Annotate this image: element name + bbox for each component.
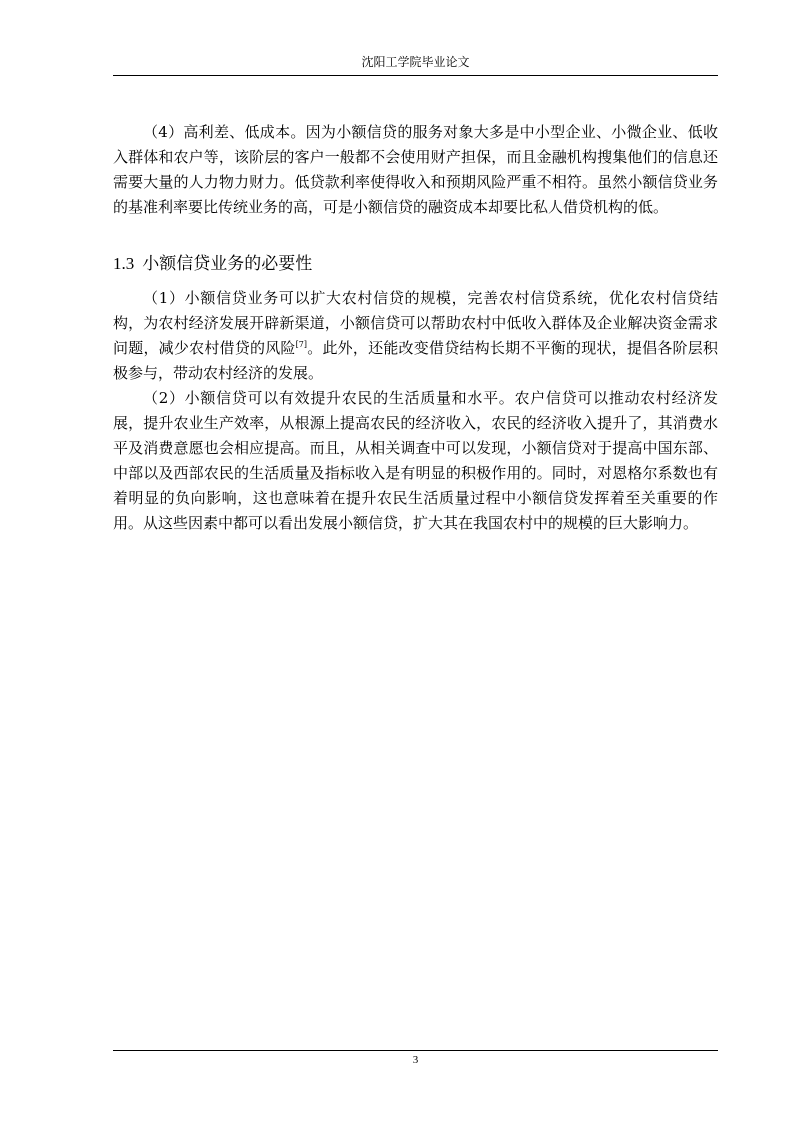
section-heading: [113, 252, 718, 276]
paragraph-expand-scale: [113, 286, 718, 386]
paragraph-low-cost: （4）高利差、低成本。因为小额信贷的服务对象大多是中小型企业、小微企业、低收入群体和农户等，该阶层的客户一般都不会使用财产担保，而且金融机构搜集他们的信息还需要大量的人力物力财力。低贷款利率使得收入和预期风险严重不相符。虽然小额信贷业务的基准利率要比传统业务的高，可是小额信贷的融资成本却要比私人借贷机构的低。: [113, 123, 718, 216]
paragraph-text: 。此外，还能改变借贷结构长期不平衡的现状，提倡各阶层积极参与，带动农村经济的发展。: [113, 339, 718, 382]
page-body: [113, 120, 718, 536]
paragraph-living-quality: （2）小额信贷可以有效提升农民的生活质量和水平。农户信贷可以推动农村经济发展，提升农业生产效率，从根源上提高农民的经济收入，农民的经济收入提升了，其消费水平及消费意愿也会相应提高。而且，从相关调查中可以发现，小额信贷对于提高中国东部、中部以及西部农民的生活质量及指标收入是有明显的积极作用的。同时，对恩格尔系数也有着明显的负向影响，这也意味着在提升农民生活质量过程中小额信贷发挥着至关重要的作用。从这些因素中都可以看出发展小额信贷，扩大其在我国农村中的规模的巨大影响力。: [113, 389, 718, 532]
section-number: 1.3: [113, 254, 135, 273]
running-header: 沈阳工学院毕业论文: [361, 55, 470, 69]
citation-reference[interactable]: [7]: [295, 340, 307, 349]
section-title: 小额信贷业务的必要性: [142, 254, 313, 274]
footer-divider: [113, 1050, 718, 1051]
header-divider: [113, 75, 718, 76]
paragraph-text: （1）小额信贷业务可以扩大农村信贷的规模，完善农村信贷系统，优化农村信贷结构，为农村经济发展开辟新渠道，小额信贷可以帮助农村中低收入群体及企业解决资金需求问题，减少农村借贷的风险: [113, 289, 718, 357]
page-number: 3: [412, 1054, 419, 1066]
